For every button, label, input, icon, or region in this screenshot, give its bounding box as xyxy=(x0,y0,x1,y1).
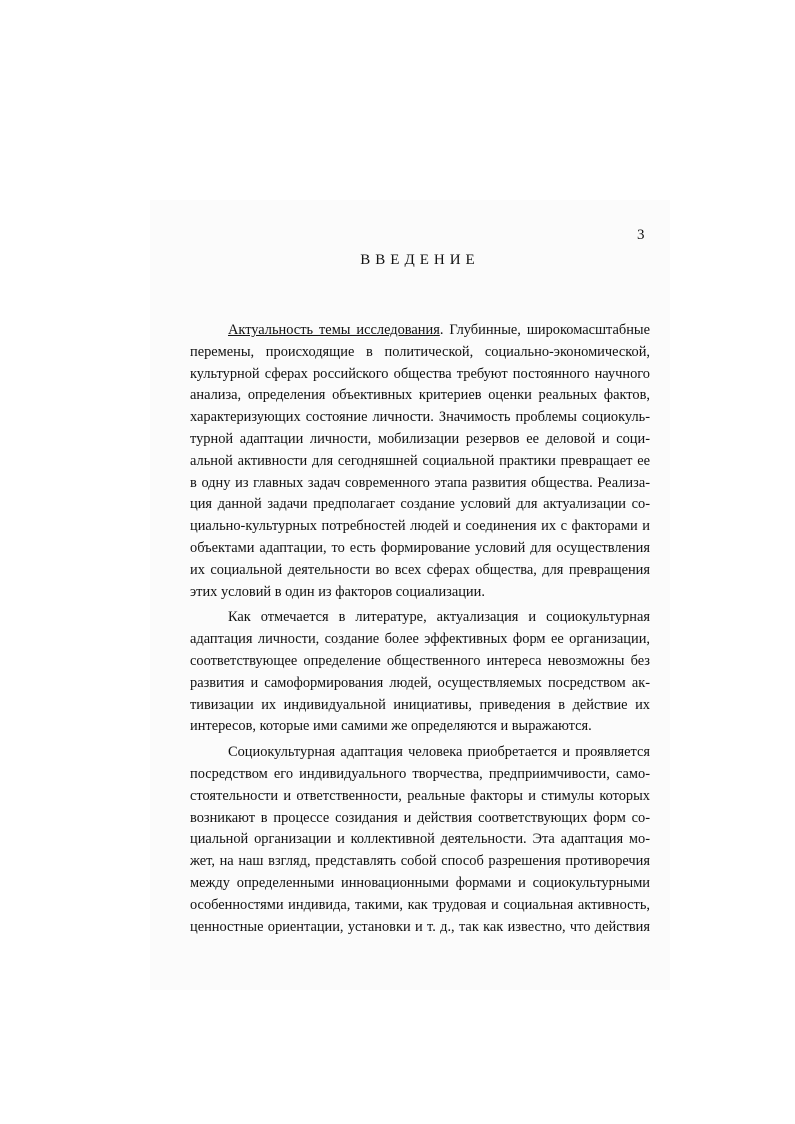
text-line: особенностями индивида, такими, как трудовая и социальная активность, xyxy=(190,896,650,913)
text-line: в одну из главных задач современного этапа развития общества. Реализа- xyxy=(190,474,650,491)
text-line: возникают в процессе созидания и действия соответствующих форм со- xyxy=(190,809,650,826)
text-line: развития и самоформирования людей, осуществляемых посредством ак- xyxy=(190,674,650,691)
paragraph-1 xyxy=(190,320,650,603)
text-line: объектами адаптации, то есть формирование условий для осуществления xyxy=(190,539,650,556)
text-line: Социокультурная адаптация человека приобретается и проявляется xyxy=(228,744,650,761)
text-line: альной активности для сегодняшней социальной практики превращает ее xyxy=(190,452,650,469)
text-line: циальной организации и коллективной деятельности. Эта адаптация мо- xyxy=(190,831,650,848)
body-text xyxy=(190,320,650,938)
text-line: их социальной деятельности во всех сферах общества, для превращения xyxy=(190,561,650,578)
section-title: ВВЕДЕНИЕ xyxy=(360,252,480,268)
text-line: посредством его индивидуального творчества, предприимчивости, само- xyxy=(190,765,650,782)
text-line: турной адаптации личности, мобилизации резервов ее деловой и соци- xyxy=(190,430,650,447)
topic-relevance-heading: Актуальность темы исследования xyxy=(228,322,440,338)
text-line: Как отмечается в литературе, актуализация и социокультурная xyxy=(228,609,650,626)
text-line xyxy=(190,320,650,342)
text-line: тивизации их индивидуальной инициативы, приведения в действие их xyxy=(190,696,650,713)
text-line: между определенными инновационными формами и социокультурными xyxy=(190,874,650,891)
text-line: этих условий в один из факторов социализации. xyxy=(190,583,485,600)
text-line: характеризующих состояние личности. Значимость проблемы социокуль- xyxy=(190,409,650,426)
page-number: 3 xyxy=(637,227,645,243)
paragraph-3 xyxy=(190,742,650,938)
text-line: жет, на наш взгляд, представлять собой способ разрешения противоречия xyxy=(190,853,650,870)
text-line: культурной сферах российского общества требуют постоянного научного xyxy=(190,365,650,382)
text-line: циально-культурных потребностей людей и соединения их с факторами и xyxy=(190,518,650,535)
text-line: стоятельности и ответственности, реальные факторы и стимулы которых xyxy=(190,787,650,804)
text-line-content: . Глубинные, широкомасштабные xyxy=(439,322,650,338)
text-line: ценностные ориентации, установки и т. д., так как известно, что действия xyxy=(190,918,650,935)
paragraph-2 xyxy=(190,607,650,738)
text-line: ция данной задачи предполагает создание условий для актуализации со- xyxy=(190,496,650,513)
text-line: адаптация личности, создание более эффективных форм ее организации, xyxy=(190,631,650,648)
text-line: анализа, определения объективных критериев оценки реальных фактов, xyxy=(190,387,650,404)
text-line: интересов, которые ими самими же определяются и выражаются. xyxy=(190,718,592,735)
text-line: перемены, происходящие в политической, социально-экономической, xyxy=(190,343,650,360)
text-line: соответствующее определение общественного интереса невозможны без xyxy=(190,652,650,669)
